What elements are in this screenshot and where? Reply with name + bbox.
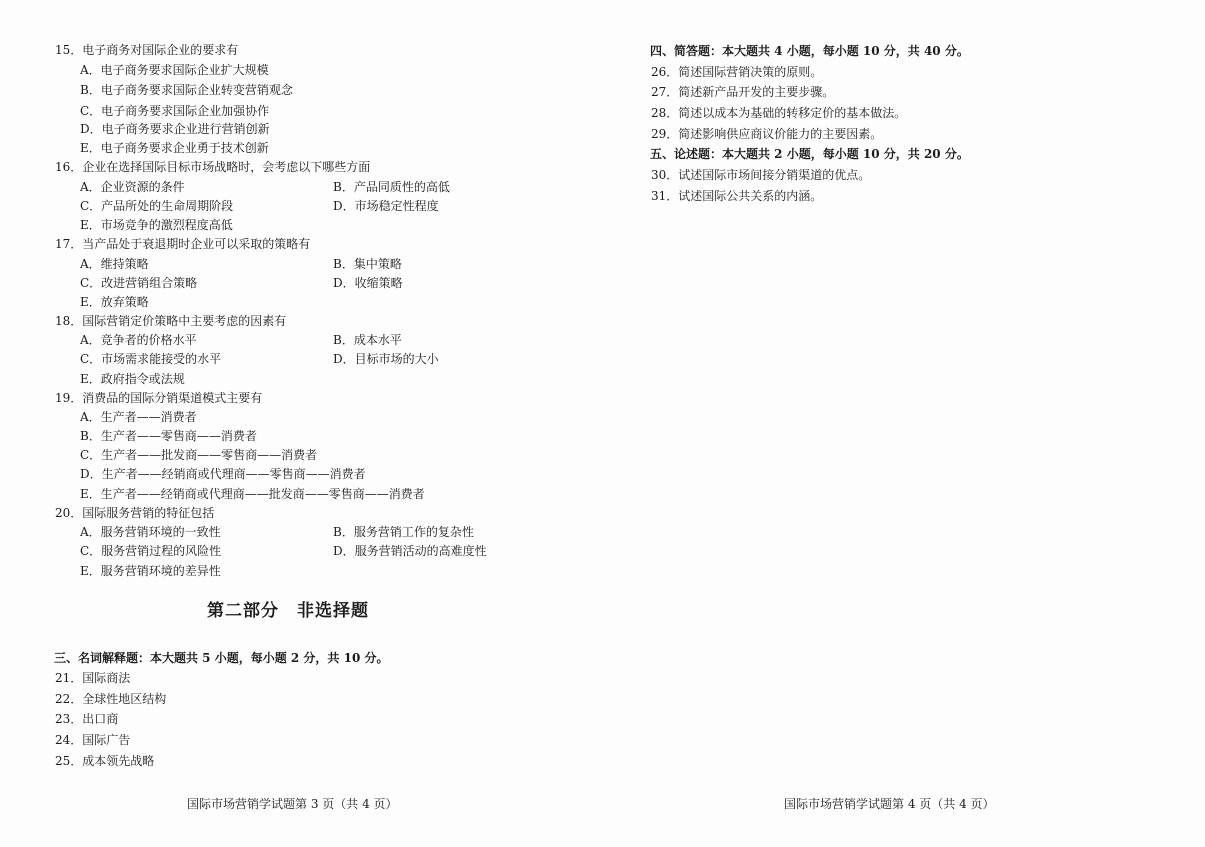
question-15-stem: 15．电子商务对国际企业的要求有 bbox=[55, 43, 239, 57]
question-15-option-e: E．电子商务要求企业勇于技术创新 bbox=[80, 141, 269, 155]
question-29: 29．简述影响供应商议价能力的主要因素。 bbox=[651, 127, 883, 141]
question-15-option-a: A．电子商务要求国际企业扩大规模 bbox=[80, 63, 269, 77]
section-5-heading: 五、论述题：本大题共 2 小题，每小题 10 分，共 20 分。 bbox=[650, 147, 969, 161]
question-20-option-e: E．服务营销环境的差异性 bbox=[80, 564, 221, 578]
question-20-option-a: A．服务营销环境的一致性 bbox=[80, 525, 221, 539]
question-16-option-b: B．产品同质性的高低 bbox=[333, 180, 450, 194]
question-18-option-e: E．政府指令或法规 bbox=[80, 372, 185, 386]
question-18-option-a: A．竞争者的价格水平 bbox=[80, 333, 197, 347]
question-20-stem: 20．国际服务营销的特征包括 bbox=[55, 506, 215, 520]
question-19-option-c: C．生产者——批发商——零售商——消费者 bbox=[80, 448, 318, 462]
left-page bbox=[0, 0, 602, 847]
question-15-option-d: D．电子商务要求企业进行营销创新 bbox=[80, 122, 270, 136]
question-17-option-b: B．集中策略 bbox=[333, 257, 402, 271]
question-20-option-d: D．服务营销活动的高难度性 bbox=[333, 544, 487, 558]
question-15-option-b: B．电子商务要求国际企业转变营销观念 bbox=[80, 83, 293, 97]
question-25: 25．成本领先战略 bbox=[55, 754, 155, 768]
question-20-option-c: C．服务营销过程的风险性 bbox=[80, 544, 222, 558]
question-19-option-b: B．生产者——零售商——消费者 bbox=[80, 429, 257, 443]
section-3-heading: 三、名词解释题：本大题共 5 小题，每小题 2 分，共 10 分。 bbox=[54, 651, 389, 665]
question-23: 23．出口商 bbox=[55, 712, 119, 726]
question-26: 26．简述国际营销决策的原则。 bbox=[651, 65, 823, 79]
question-16-option-e: E．市场竞争的激烈程度高低 bbox=[80, 218, 233, 232]
question-30: 30．试述国际市场间接分销渠道的优点。 bbox=[651, 168, 871, 182]
question-19-option-a: A．生产者——消费者 bbox=[80, 410, 197, 424]
question-15-option-c: C．电子商务要求国际企业加强协作 bbox=[80, 104, 270, 118]
question-18-option-d: D．目标市场的大小 bbox=[333, 352, 439, 366]
question-17-option-d: D．收缩策略 bbox=[333, 276, 403, 290]
page-3-footer: 国际市场营销学试题第 3 页（共 4 页） bbox=[187, 797, 398, 811]
question-21: 21．国际商法 bbox=[55, 671, 131, 685]
question-24: 24．国际广告 bbox=[55, 733, 131, 747]
question-17-option-c: C．改进营销组合策略 bbox=[80, 276, 198, 290]
part-two-title: 第二部分 非选择题 bbox=[207, 601, 369, 621]
question-28: 28．简述以成本为基础的转移定价的基本做法。 bbox=[651, 106, 907, 120]
question-31: 31．试述国际公共关系的内涵。 bbox=[651, 189, 823, 203]
question-17-option-e: E．放弃策略 bbox=[80, 295, 149, 309]
question-16-option-c: C．产品所处的生命周期阶段 bbox=[80, 199, 234, 213]
question-17-option-a: A．维持策略 bbox=[80, 257, 149, 271]
question-22: 22．全球性地区结构 bbox=[55, 692, 167, 706]
question-16-option-a: A．企业资源的条件 bbox=[80, 180, 185, 194]
question-18-option-c: C．市场需求能接受的水平 bbox=[80, 352, 222, 366]
question-18-option-b: B．成本水平 bbox=[333, 333, 402, 347]
question-27: 27．简述新产品开发的主要步骤。 bbox=[651, 85, 835, 99]
question-17-stem: 17．当产品处于衰退期时企业可以采取的策略有 bbox=[55, 237, 311, 251]
question-18-stem: 18．国际营销定价策略中主要考虑的因素有 bbox=[55, 314, 287, 328]
page-4-footer: 国际市场营销学试题第 4 页（共 4 页） bbox=[784, 797, 995, 811]
question-19-option-d: D．生产者——经销商或代理商——零售商——消费者 bbox=[80, 467, 366, 481]
question-19-stem: 19．消费品的国际分销渠道模式主要有 bbox=[55, 391, 263, 405]
right-page bbox=[602, 0, 1205, 847]
question-19-option-e: E．生产者——经销商或代理商——批发商——零售商——消费者 bbox=[80, 487, 425, 501]
question-16-stem: 16．企业在选择国际目标市场战略时，会考虑以下哪些方面 bbox=[55, 160, 371, 174]
section-4-heading: 四、简答题：本大题共 4 小题，每小题 10 分，共 40 分。 bbox=[650, 44, 969, 58]
question-20-option-b: B．服务营销工作的复杂性 bbox=[333, 525, 474, 539]
question-16-option-d: D．市场稳定性程度 bbox=[333, 199, 439, 213]
